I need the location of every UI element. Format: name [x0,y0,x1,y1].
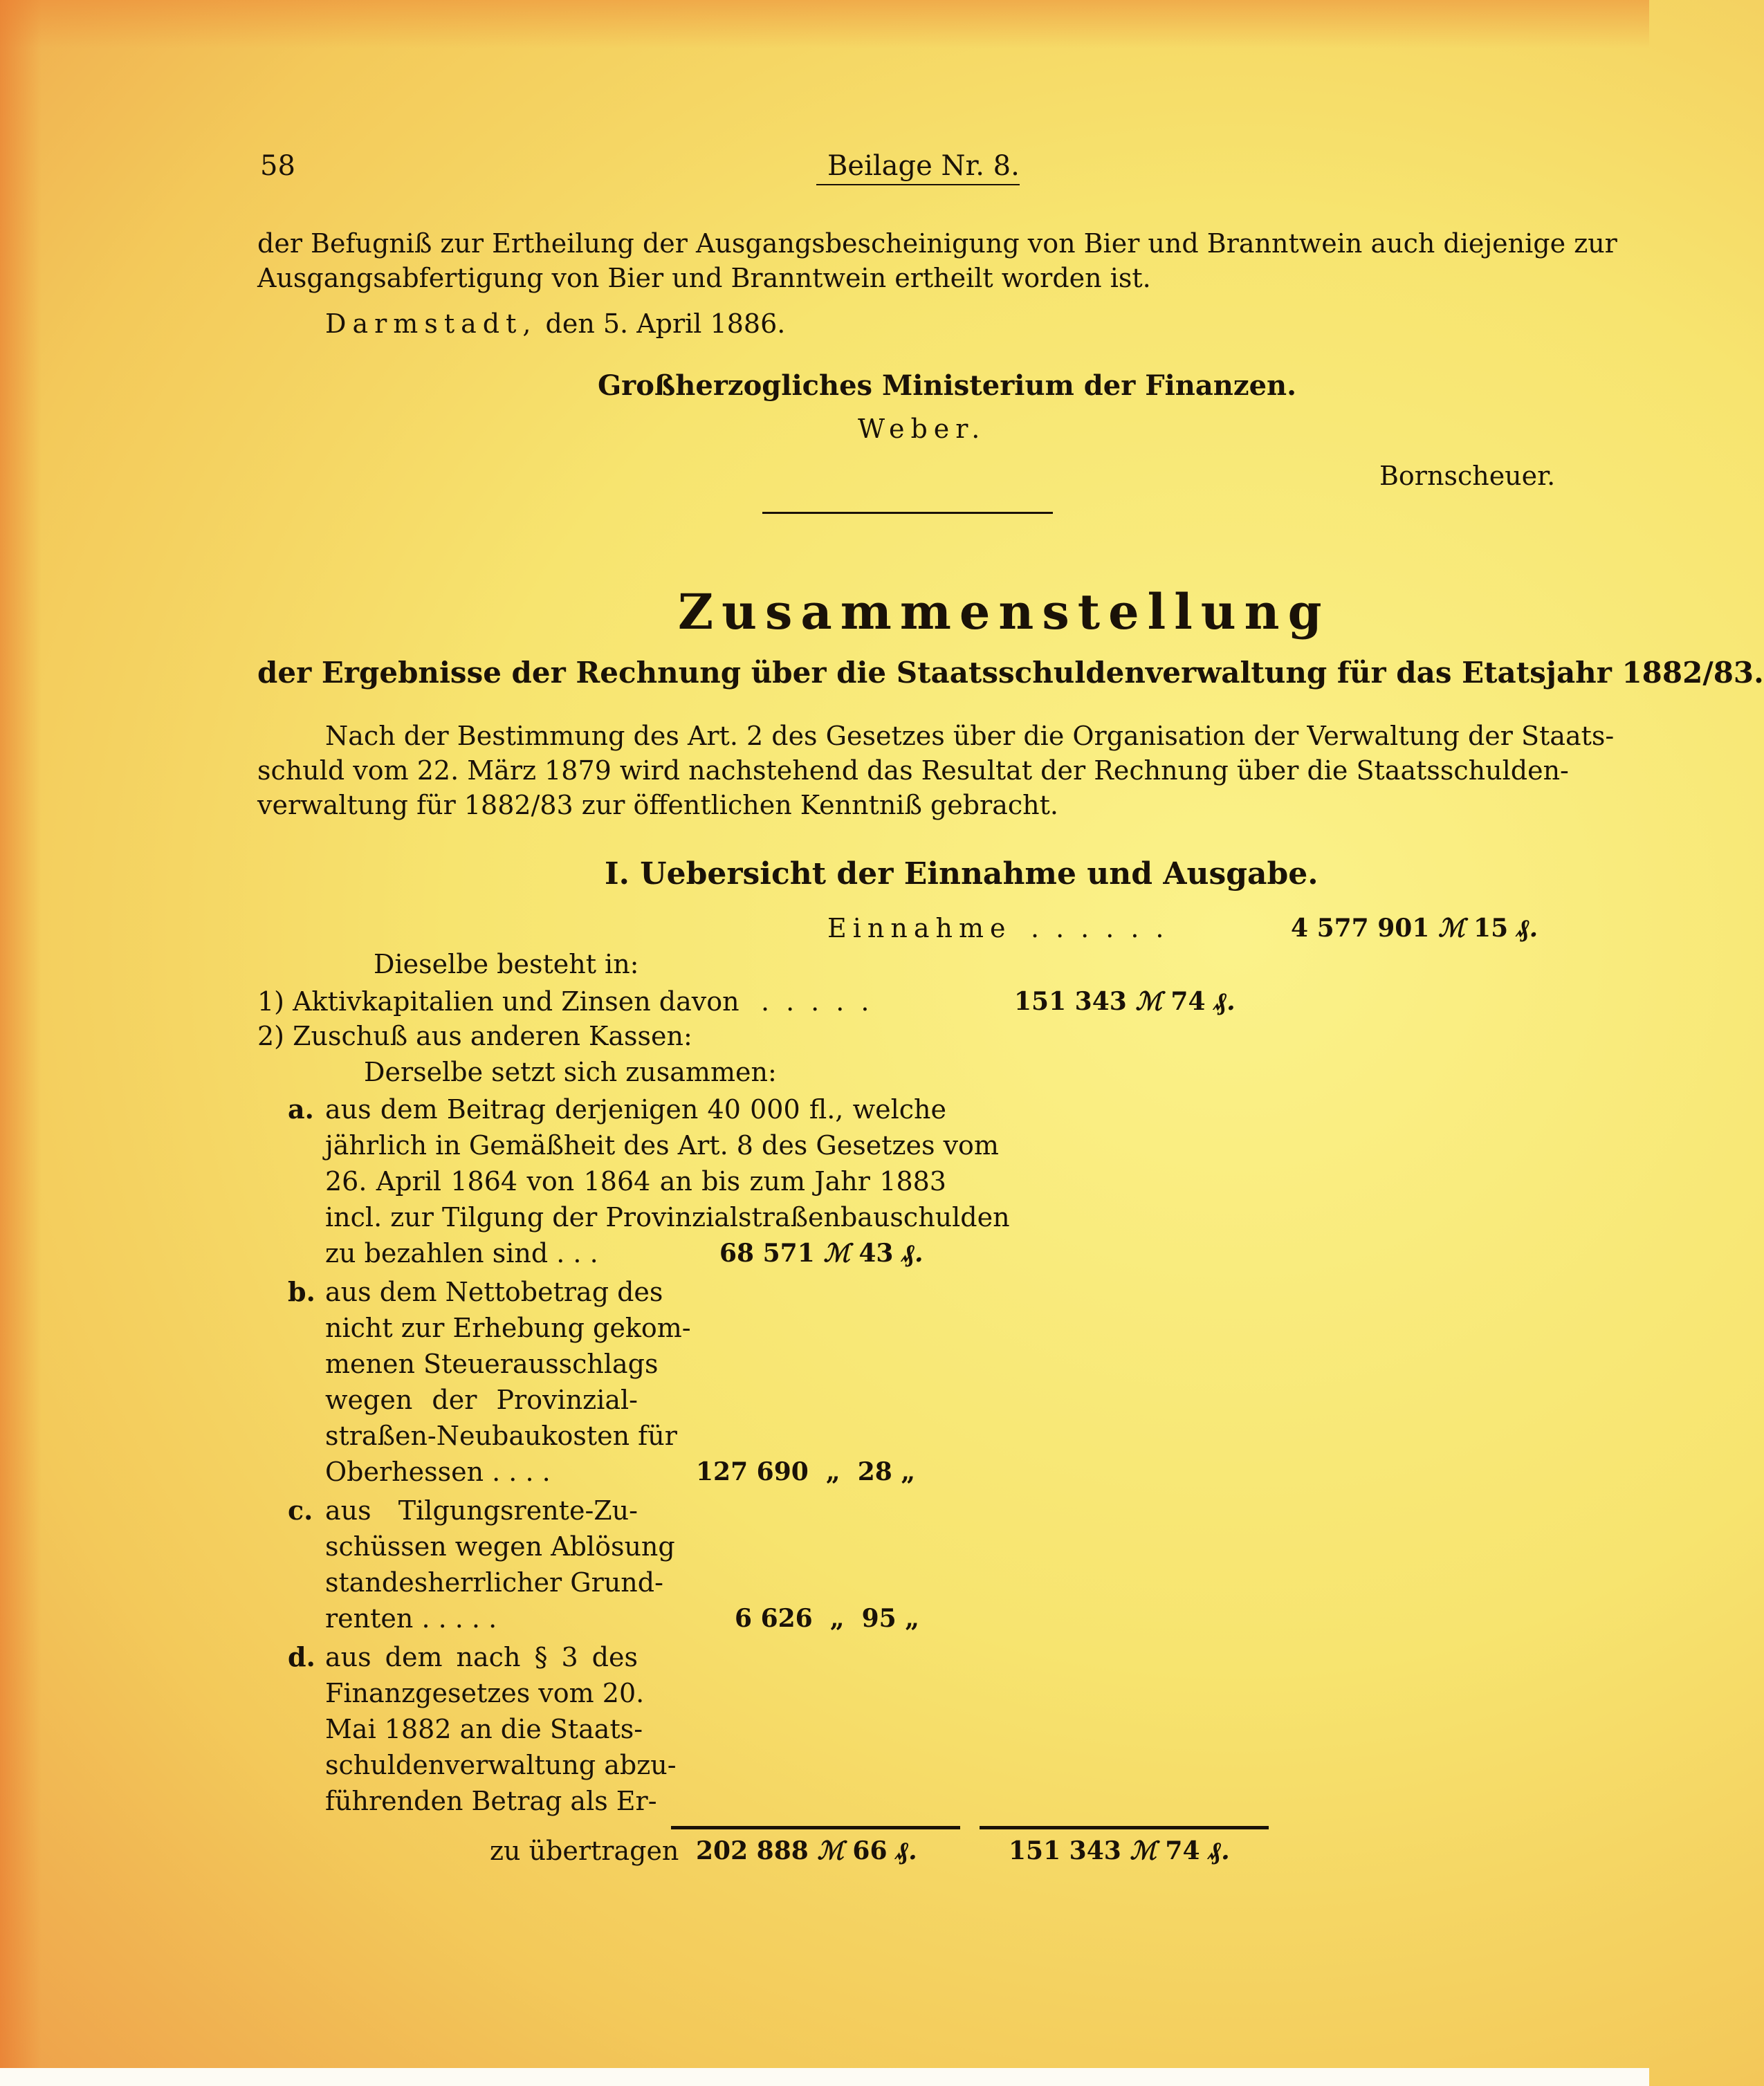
carry-amount1-cell [696,1834,917,1867]
sub-c-line-1: aus Tilgungsrente-Zu- [325,1495,638,1526]
pfennig-sign: ₰. [1516,914,1538,943]
sub-b-amount-cell [696,1455,915,1488]
place: Darmstadt, [325,308,538,339]
sub-a-amount-cell [719,1237,924,1270]
sub-d-line-5: führenden Betrag als Er- [325,1786,657,1816]
item1-amount: 151 343 [1014,987,1127,1016]
leader-dots: ...... [1031,913,1181,943]
sum-rule-2 [980,1826,1269,1829]
einnahme-label: Einnahme [827,913,1012,943]
ditto-mark: „ [825,1457,840,1486]
sub-b-pf: 28 [857,1457,892,1486]
overview-heading: I. Uebersicht der Einnahme und Ausgabe. [605,856,1319,892]
carry-label: zu übertragen [490,1836,679,1866]
ditto-mark: „ [829,1604,845,1633]
header-underline [816,184,1020,185]
sub-c-line-4: renten . . . . . [325,1603,497,1634]
sub-b-line-5: straßen-Neubaukosten für [325,1421,677,1451]
sub-a-line-1: aus dem Beitrag derjenigen 40 000 fl., welche [325,1094,946,1125]
sub-c-line-2: schüssen wegen Ablösung [325,1531,675,1562]
paper-bottom-margin [0,2068,1649,2086]
sub-a-amount: 68 571 [719,1239,815,1268]
section-subtitle: der Ergebnisse der Rechnung über die Staatsschuldenverwaltung für das Etatsjahr 1882/83. [257,656,1764,690]
sub-a-line-5: zu bezahlen sind . . . [325,1238,598,1268]
paper-edge-stain-top [0,0,1649,48]
date: den 5. April 1886. [545,308,786,339]
sub-c-letter: c. [288,1495,313,1526]
ministry-name: Großherzogliches Ministerium der Finanzen. [598,369,1297,402]
sub-c-amount: 6 626 [735,1604,813,1633]
sub-c-amount-cell [735,1602,919,1635]
pfennig-sign: ₰. [1209,1836,1230,1865]
sub-a-line-4: incl. zur Tilgung der Provinzialstraßenbauschulden [325,1202,1010,1233]
pfennig-sign: ₰. [902,1239,924,1268]
page-header-title: Beilage Nr. 8. [827,150,1020,182]
mark-sign: ℳ [1135,987,1162,1016]
ditto-mark: „ [901,1457,916,1486]
sub-a-pf: 43 [858,1239,894,1268]
consists-of: Dieselbe besteht in: [374,949,639,979]
sub-b-letter: b. [288,1276,315,1307]
ditto-mark: „ [905,1604,919,1633]
intro-line-2: Ausgangsabfertigung von Bier und Branntwein ertheilt worden ist. [257,263,1151,293]
sub-d-line-4: schuldenverwaltung abzu- [325,1750,677,1780]
carry-amount2: 151 343 [1009,1836,1121,1865]
sub-a-line-2: jährlich in Gemäßheit des Art. 8 des Gesetzes vom [325,1130,999,1161]
sub-d-line-2: Finanzgesetzes vom 20. [325,1678,645,1708]
sub-b-line-2: nicht zur Erhebung gekom- [325,1313,691,1343]
pfennig-sign: ₰. [1214,987,1235,1016]
carry-pf1: 66 [852,1836,888,1865]
einnahme-pf: 15 [1473,914,1509,943]
sub-a-line-3: 26. April 1864 von 1864 an bis zum Jahr 1883 [325,1166,946,1197]
mark-sign: ℳ [1437,914,1465,943]
item1-pf: 74 [1170,987,1206,1016]
sub-c-line-3: standesherrlicher Grund- [325,1567,663,1598]
sub-d-letter: d. [288,1641,315,1672]
sub-b-line-4: wegen der Provinzial- [325,1385,638,1415]
mark-sign: ℳ [1130,1836,1157,1865]
item2-label: 2) Zuschuß aus anderen Kassen: [257,1021,692,1051]
mark-sign: ℳ [817,1836,844,1865]
einnahme-amount: 4 577 901 [1291,914,1430,943]
page-number: 58 [260,150,295,182]
paragraph-line-3: verwaltung für 1882/83 zur öffentlichen Kenntniß gebracht. [257,790,1058,820]
carry-amount1: 202 888 [696,1836,809,1865]
paper-edge-stain [0,0,42,2086]
sub-b-line-6: Oberhessen . . . . [325,1457,551,1487]
item1-amount-cell [1014,985,1235,1018]
sub-a-letter: a. [288,1093,314,1125]
item2-sub-intro: Derselbe setzt sich zusammen: [364,1057,777,1087]
sub-b-line-3: menen Steuerausschlags [325,1349,659,1379]
sub-d-line-3: Mai 1882 an die Staats- [325,1714,643,1744]
separator-rule [762,512,1053,514]
sub-b-line-1: aus dem Nettobetrag des [325,1277,663,1307]
signature-weber: Weber. [858,414,986,444]
paragraph-line-1: Nach der Bestimmung des Art. 2 des Gesetzes über die Organisation der Verwaltung der Staats- [325,721,1615,751]
mark-sign: ℳ [823,1239,850,1268]
einnahme-amount-cell [1291,912,1538,945]
sub-c-pf: 95 [861,1604,897,1633]
carry-pf2: 74 [1165,1836,1200,1865]
item1-label: 1) Aktivkapitalien und Zinsen davon [257,986,739,1017]
sum-rule-1 [671,1826,960,1829]
paragraph-line-2: schuld vom 22. März 1879 wird nachstehend das Resultat der Rechnung über die Staatsschulden- [257,755,1569,786]
signature-bornscheuer: Bornscheuer. [1379,461,1556,491]
sub-d-line-1: aus dem nach § 3 des [325,1642,638,1672]
date-line [325,307,785,340]
carry-amount2-cell [1009,1834,1230,1867]
section-title: Zusammenstellung [678,583,1330,640]
leader-dots: ..... [761,986,886,1017]
intro-line-1: der Befugniß zur Ertheilung der Ausgangsbescheinigung von Bier und Branntwein auch diejenige zur [257,228,1617,259]
sub-b-amount: 127 690 [696,1457,809,1486]
pfennig-sign: ₰. [896,1836,917,1865]
